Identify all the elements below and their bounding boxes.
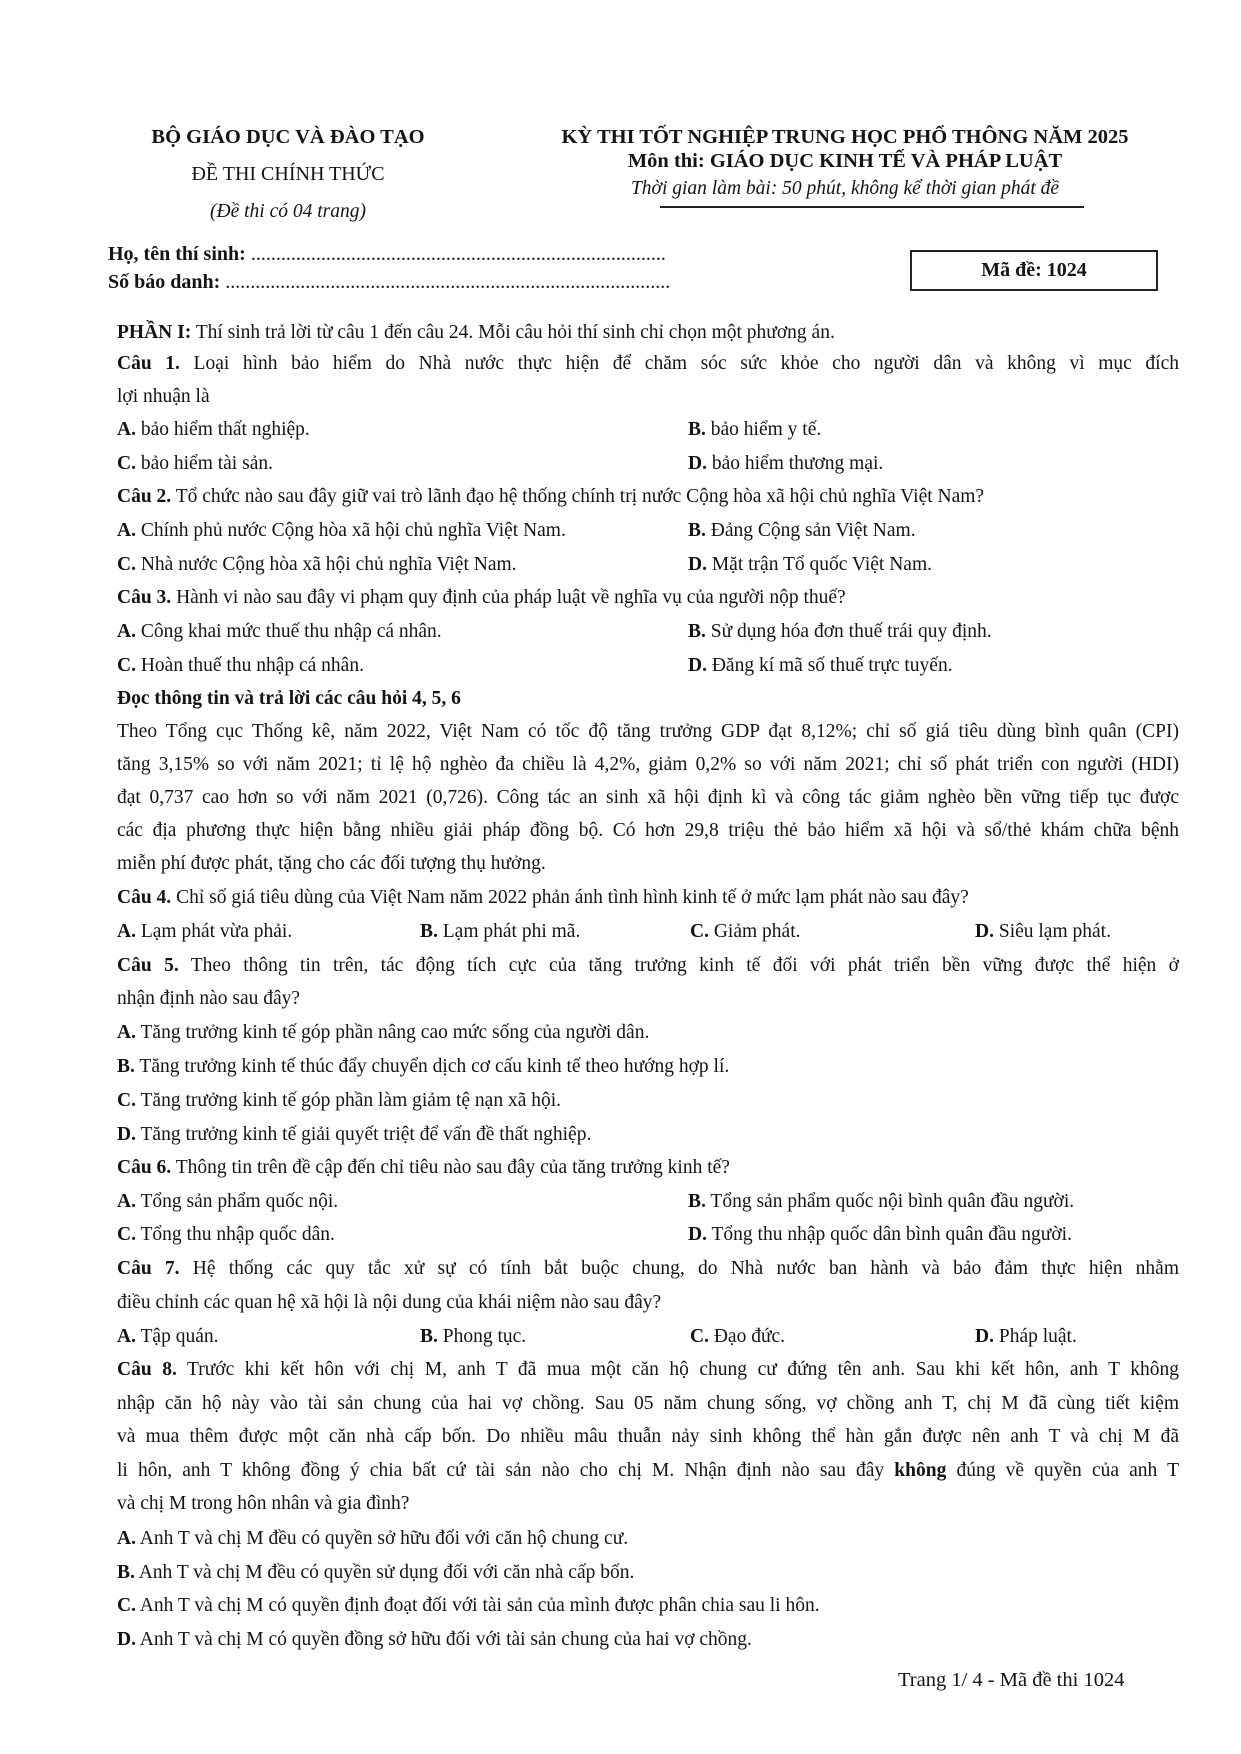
q6-option-c[interactable]: C. Tổng thu nhập quốc dân. xyxy=(117,1224,335,1245)
page-footer: Trang 1/ 4 - Mã đề thi 1024 xyxy=(898,1669,1125,1691)
page-count-note: (Đề thi có 04 trang) xyxy=(210,201,366,222)
header-underline xyxy=(660,206,1084,208)
q3-option-c[interactable]: C. Hoàn thuế thu nhập cá nhân. xyxy=(117,655,364,676)
q1-option-c[interactable]: C. bảo hiểm tài sản. xyxy=(117,453,273,474)
question-5-line2: nhận định nào sau đây? xyxy=(117,988,301,1009)
question-6-label: Câu 6. xyxy=(117,1157,172,1178)
question-7-line1: Câu 7. Hệ thống các quy tắc xử sự có tính bắt buộc chung, do Nhà nước ban hành và bảo đảm thực hiện nhằm xyxy=(117,1258,1179,1279)
reading-line-2: tăng 3,15% so với năm 2021; tỉ lệ hộ nghèo đa chiều là 4,2%, giảm 0,2% so với năm 2021; chỉ số phát triển con người (HDI) xyxy=(117,754,1179,775)
candidate-id-dots: ......................................................................................... xyxy=(225,271,671,293)
question-8-line5: và chị M trong hôn nhân và gia đình? xyxy=(117,1493,410,1514)
q4-option-a[interactable]: A. Lạm phát vừa phải. xyxy=(117,921,293,942)
candidate-name-dots: ................................................................................... xyxy=(250,243,666,265)
question-2-label: Câu 2. xyxy=(117,486,172,507)
q7-option-d[interactable]: D. Pháp luật. xyxy=(975,1326,1077,1347)
official-label: ĐỀ THI CHÍNH THỨC xyxy=(191,163,385,185)
reading-line-4: các địa phương thực hiện bằng nhiều giải pháp đồng bộ. Có hơn 29,8 triệu thẻ bảo hiểm xã hội và sổ/thẻ khám chữa bệnh xyxy=(117,820,1179,841)
q4-option-c[interactable]: C. Giảm phát. xyxy=(690,921,801,942)
q2-option-b[interactable]: B. Đảng Cộng sản Việt Nam. xyxy=(688,520,916,541)
question-7-label: Câu 7. xyxy=(117,1258,180,1279)
q1-option-b[interactable]: B. bảo hiểm y tế. xyxy=(688,419,822,440)
candidate-name-label: Họ, tên thí sinh: xyxy=(108,243,246,265)
question-4-label: Câu 4. xyxy=(117,887,172,908)
q8-option-c[interactable]: C. Anh T và chị M có quyền định đoạt đối với tài sản của mình được phân chia sau li hôn. xyxy=(117,1595,820,1616)
q2-option-c[interactable]: C. Nhà nước Cộng hòa xã hội chủ nghĩa Việt Nam. xyxy=(117,554,517,575)
question-1-line1: Câu 1. Loại hình bảo hiểm do Nhà nước thực hiện để chăm sóc sức khỏe cho người dân và không vì mục đích xyxy=(117,353,1179,374)
q7-option-c[interactable]: C. Đạo đức. xyxy=(690,1326,786,1347)
exam-time: Thời gian làm bài: 50 phút, không kể thời gian phát đề xyxy=(630,178,1060,199)
question-8-label: Câu 8. xyxy=(117,1359,177,1380)
question-3-text: Câu 3. Hành vi nào sau đây vi phạm quy định của pháp luật về nghĩa vụ của người nộp thuế? xyxy=(117,587,846,608)
reading-line-3: đạt 0,737 cao hơn so với năm 2021 (0,726). Công tác an sinh xã hội định kì và công tác giảm nghèo bền vững tiếp tục được xyxy=(117,787,1179,808)
q7-option-b[interactable]: B. Phong tục. xyxy=(420,1326,527,1347)
q3-option-b[interactable]: B. Sử dụng hóa đơn thuế trái quy định. xyxy=(688,621,992,642)
q5-option-c[interactable]: C. Tăng trưởng kinh tế góp phần làm giảm tệ nạn xã hội. xyxy=(117,1090,562,1111)
question-6-text: Câu 6. Thông tin trên đề cập đến chỉ tiêu nào sau đây của tăng trưởng kinh tế? xyxy=(117,1157,730,1178)
candidate-name-row xyxy=(108,243,666,266)
q2-option-a[interactable]: A. Chính phủ nước Cộng hòa xã hội chủ nghĩa Việt Nam. xyxy=(117,520,566,541)
question-3-label: Câu 3. xyxy=(117,587,172,608)
question-5-label: Câu 5. xyxy=(117,955,179,976)
part1-instruction xyxy=(117,321,835,345)
question-4-text: Câu 4. Chỉ số giá tiêu dùng của Việt Nam năm 2022 phản ánh tình hình kinh tế ở mức lạm phát nào sau đây? xyxy=(117,887,969,908)
question-8-line3: và mua thêm được một căn nhà cấp bốn. Do nhiều mâu thuẫn nảy sinh không thể hàn gắn được nên anh T và chị M đã xyxy=(117,1426,1179,1447)
exam-title: KỲ THI TỐT NGHIỆP TRUNG HỌC PHỔ THÔNG NĂM 2025 xyxy=(561,126,1129,148)
q3-option-d[interactable]: D. Đăng kí mã số thuế trực tuyến. xyxy=(688,655,953,676)
q3-option-a[interactable]: A. Công khai mức thuế thu nhập cá nhân. xyxy=(117,621,442,642)
q7-option-a[interactable]: A. Tập quán. xyxy=(117,1326,219,1347)
candidate-id-row xyxy=(108,271,670,294)
q6-option-a[interactable]: A. Tổng sản phẩm quốc nội. xyxy=(117,1191,339,1212)
ministry-name: BỘ GIÁO DỤC VÀ ĐÀO TẠO xyxy=(151,126,425,148)
reading-heading: Đọc thông tin và trả lời các câu hỏi 4, 5, 6 xyxy=(117,688,461,709)
q6-option-b[interactable]: B. Tổng sản phẩm quốc nội bình quân đầu người. xyxy=(688,1191,1075,1212)
candidate-id-label: Số báo danh: xyxy=(108,271,221,293)
question-1-line2: lợi nhuận là xyxy=(117,386,210,407)
q5-option-b[interactable]: B. Tăng trưởng kinh tế thúc đẩy chuyển dịch cơ cấu kinh tế theo hướng hợp lí. xyxy=(117,1056,730,1077)
question-2-text: Câu 2. Tổ chức nào sau đây giữ vai trò lãnh đạo hệ thống chính trị nước Cộng hòa xã hội chủ nghĩa Việt Nam? xyxy=(117,486,985,507)
emphasis-not: không xyxy=(894,1460,947,1481)
part1-label: PHẦN I: xyxy=(117,322,192,343)
question-7-line2: điều chỉnh các quan hệ xã hội là nội dung của khái niệm nào sau đây? xyxy=(117,1292,662,1313)
q6-option-d[interactable]: D. Tổng thu nhập quốc dân bình quân đầu người. xyxy=(688,1224,1072,1245)
question-5-line1: Câu 5. Theo thông tin trên, tác động tích cực của tăng trưởng kinh tế đối với phát triển bền vững được thể hiện ở xyxy=(117,955,1179,976)
part1-text: Thí sinh trả lời từ câu 1 đến câu 24. Mỗi câu hỏi thí sinh chỉ chọn một phương án. xyxy=(191,322,835,343)
question-8-line1: Câu 8. Trước khi kết hôn với chị M, anh T đã mua một căn hộ chung cư đứng tên anh. Sau khi kết hôn, anh T không xyxy=(117,1359,1179,1380)
question-1-label: Câu 1. xyxy=(117,353,180,374)
reading-line-5: miễn phí được phát, tặng cho các đối tượng thụ hưởng. xyxy=(117,853,546,874)
exam-code-box: Mã đề: 1024 xyxy=(910,250,1158,291)
q5-option-d[interactable]: D. Tăng trưởng kinh tế giải quyết triệt để vấn đề thất nghiệp. xyxy=(117,1124,592,1145)
q1-option-d[interactable]: D. bảo hiểm thương mại. xyxy=(688,453,884,474)
q8-option-d[interactable]: D. Anh T và chị M có quyền đồng sở hữu đối với tài sản chung của hai vợ chồng. xyxy=(117,1629,752,1650)
question-8-line4: li hôn, anh T không đồng ý chia bất cứ tài sản nào cho chị M. Nhận định nào sau đây không đúng về quyền của anh T xyxy=(117,1460,1179,1481)
q4-option-d[interactable]: D. Siêu lạm phát. xyxy=(975,921,1111,942)
reading-line-1: Theo Tổng cục Thống kê, năm 2022, Việt Nam có tốc độ tăng trưởng GDP đạt 8,12%; chỉ số giá tiêu dùng bình quân (CPI) xyxy=(117,721,1179,742)
question-8-line2: nhập căn hộ này vào tài sản chung của hai vợ chồng. Sau 05 năm chung sống, vợ chồng anh T, chị M đã cùng tiết kiệm xyxy=(117,1393,1179,1414)
q4-option-b[interactable]: B. Lạm phát phi mã. xyxy=(420,921,581,942)
q5-option-a[interactable]: A. Tăng trưởng kinh tế góp phần nâng cao mức sống của người dân. xyxy=(117,1022,650,1043)
exam-subject: Môn thi: GIÁO DỤC KINH TẾ VÀ PHÁP LUẬT xyxy=(627,150,1063,172)
q8-option-a[interactable]: A. Anh T và chị M đều có quyền sở hữu đối với căn hộ chung cư. xyxy=(117,1528,629,1549)
q2-option-d[interactable]: D. Mặt trận Tổ quốc Việt Nam. xyxy=(688,554,932,575)
q8-option-b[interactable]: B. Anh T và chị M đều có quyền sử dụng đối với căn nhà cấp bốn. xyxy=(117,1562,635,1583)
q1-option-a[interactable]: A. bảo hiểm thất nghiệp. xyxy=(117,419,310,440)
